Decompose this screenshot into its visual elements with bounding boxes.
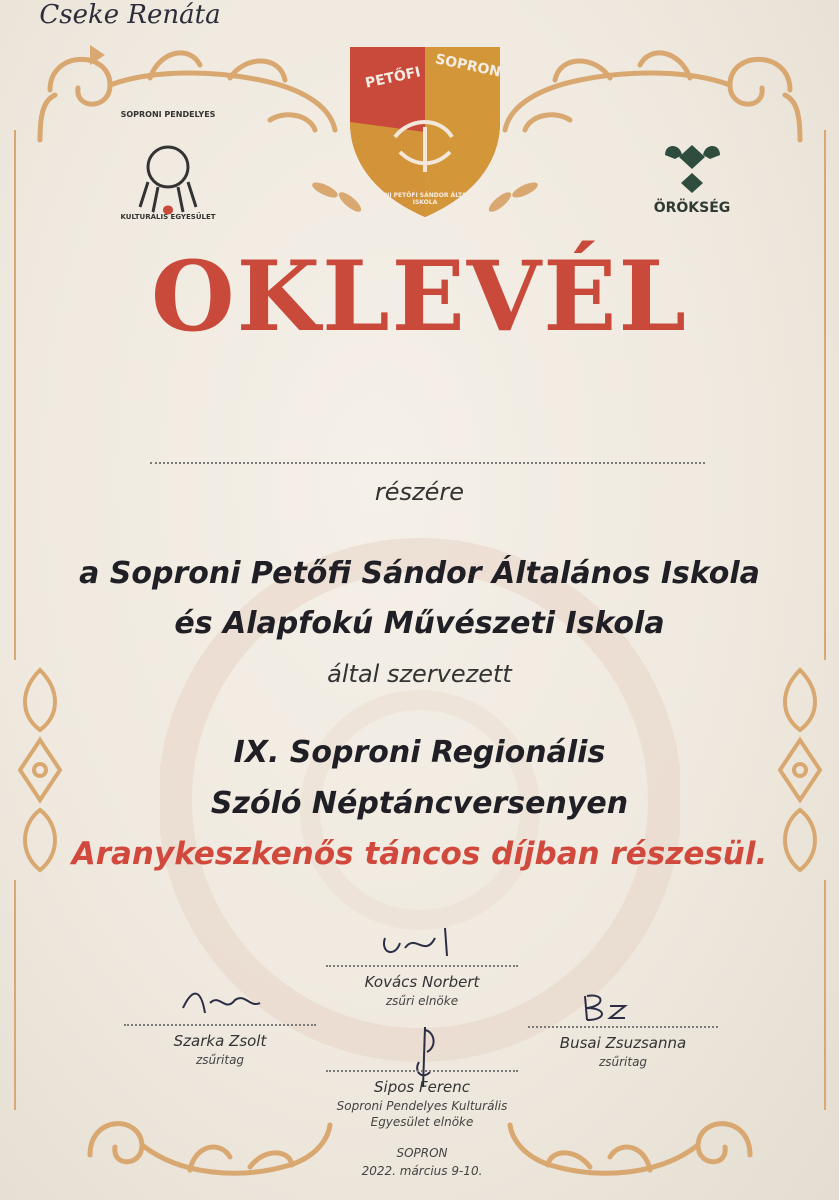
competition-line-1: IX. Soproni Regionális [233, 735, 606, 770]
signature-chair [375, 918, 465, 963]
footer-place: SOPRON [396, 1146, 448, 1160]
left-border-line-lower [14, 880, 16, 1110]
bottom-signatory-role-2: Egyesület elnöke [370, 1115, 474, 1129]
signature-line-bottom [326, 1070, 518, 1072]
recipient-dotted-line [150, 462, 705, 464]
pendelyes-logo [118, 112, 218, 227]
diploma-title: OKLEVÉL [151, 240, 688, 353]
organized-by-label: által szervezett [327, 660, 512, 688]
competition-line-2: Szóló Néptáncversenyen [210, 786, 629, 821]
award-text: Aranykeszkenős táncos díjban részesül. [71, 836, 768, 872]
chair-name: Kovács Norbert [364, 973, 480, 991]
signature-line-left [124, 1024, 316, 1026]
corner-ornament-top-right [490, 30, 810, 150]
right-border-line-lower [824, 880, 826, 1110]
pendelyes-logo-bottom-text: KULTURÁLIS EGYESÜLET [120, 213, 216, 221]
for-label: részére [374, 478, 465, 506]
footer-date: 2022. március 9-10. [361, 1164, 483, 1178]
bottom-signatory-name: Sipos Ferenc [374, 1078, 470, 1096]
left-juror-role: zsűritag [195, 1053, 245, 1067]
crest-text-left: PETŐFI [363, 64, 423, 92]
right-juror-role: zsűritag [598, 1055, 648, 1069]
bottom-signatory-role-1: Soproni Pendelyes Kulturális [336, 1099, 508, 1113]
crest-ring-text: SOPRONI PETŐFI SÁNDOR ÁLTALÁNOS ISKOLA [360, 192, 490, 206]
orokseg-logo [655, 135, 730, 200]
left-juror-name: Szarka Zsolt [173, 1032, 267, 1050]
corner-ornament-bottom-left [70, 1095, 340, 1190]
organizer-line-1: a Soproni Petőfi Sándor Általános Iskola [79, 556, 760, 591]
crest-text-right: SOPRON [433, 51, 503, 81]
signature-line-right [528, 1026, 718, 1028]
signature-line-chair [326, 965, 518, 967]
corner-ornament-bottom-right [500, 1095, 770, 1190]
crest-laurel [305, 170, 545, 220]
organizer-line-2: és Alapfokú Művészeti Iskola [174, 606, 665, 641]
signature-left [175, 978, 270, 1023]
recipient-name: Cseke Renáta [39, 0, 221, 30]
chair-role: zsűri elnöke [385, 994, 459, 1008]
right-juror-name: Busai Zsuzsanna [559, 1034, 687, 1052]
signature-right [575, 988, 635, 1028]
orokseg-logo-text: ÖRÖKSÉG [653, 200, 731, 216]
pendelyes-logo-top-text: SOPRONI PENDELYES [120, 110, 216, 119]
